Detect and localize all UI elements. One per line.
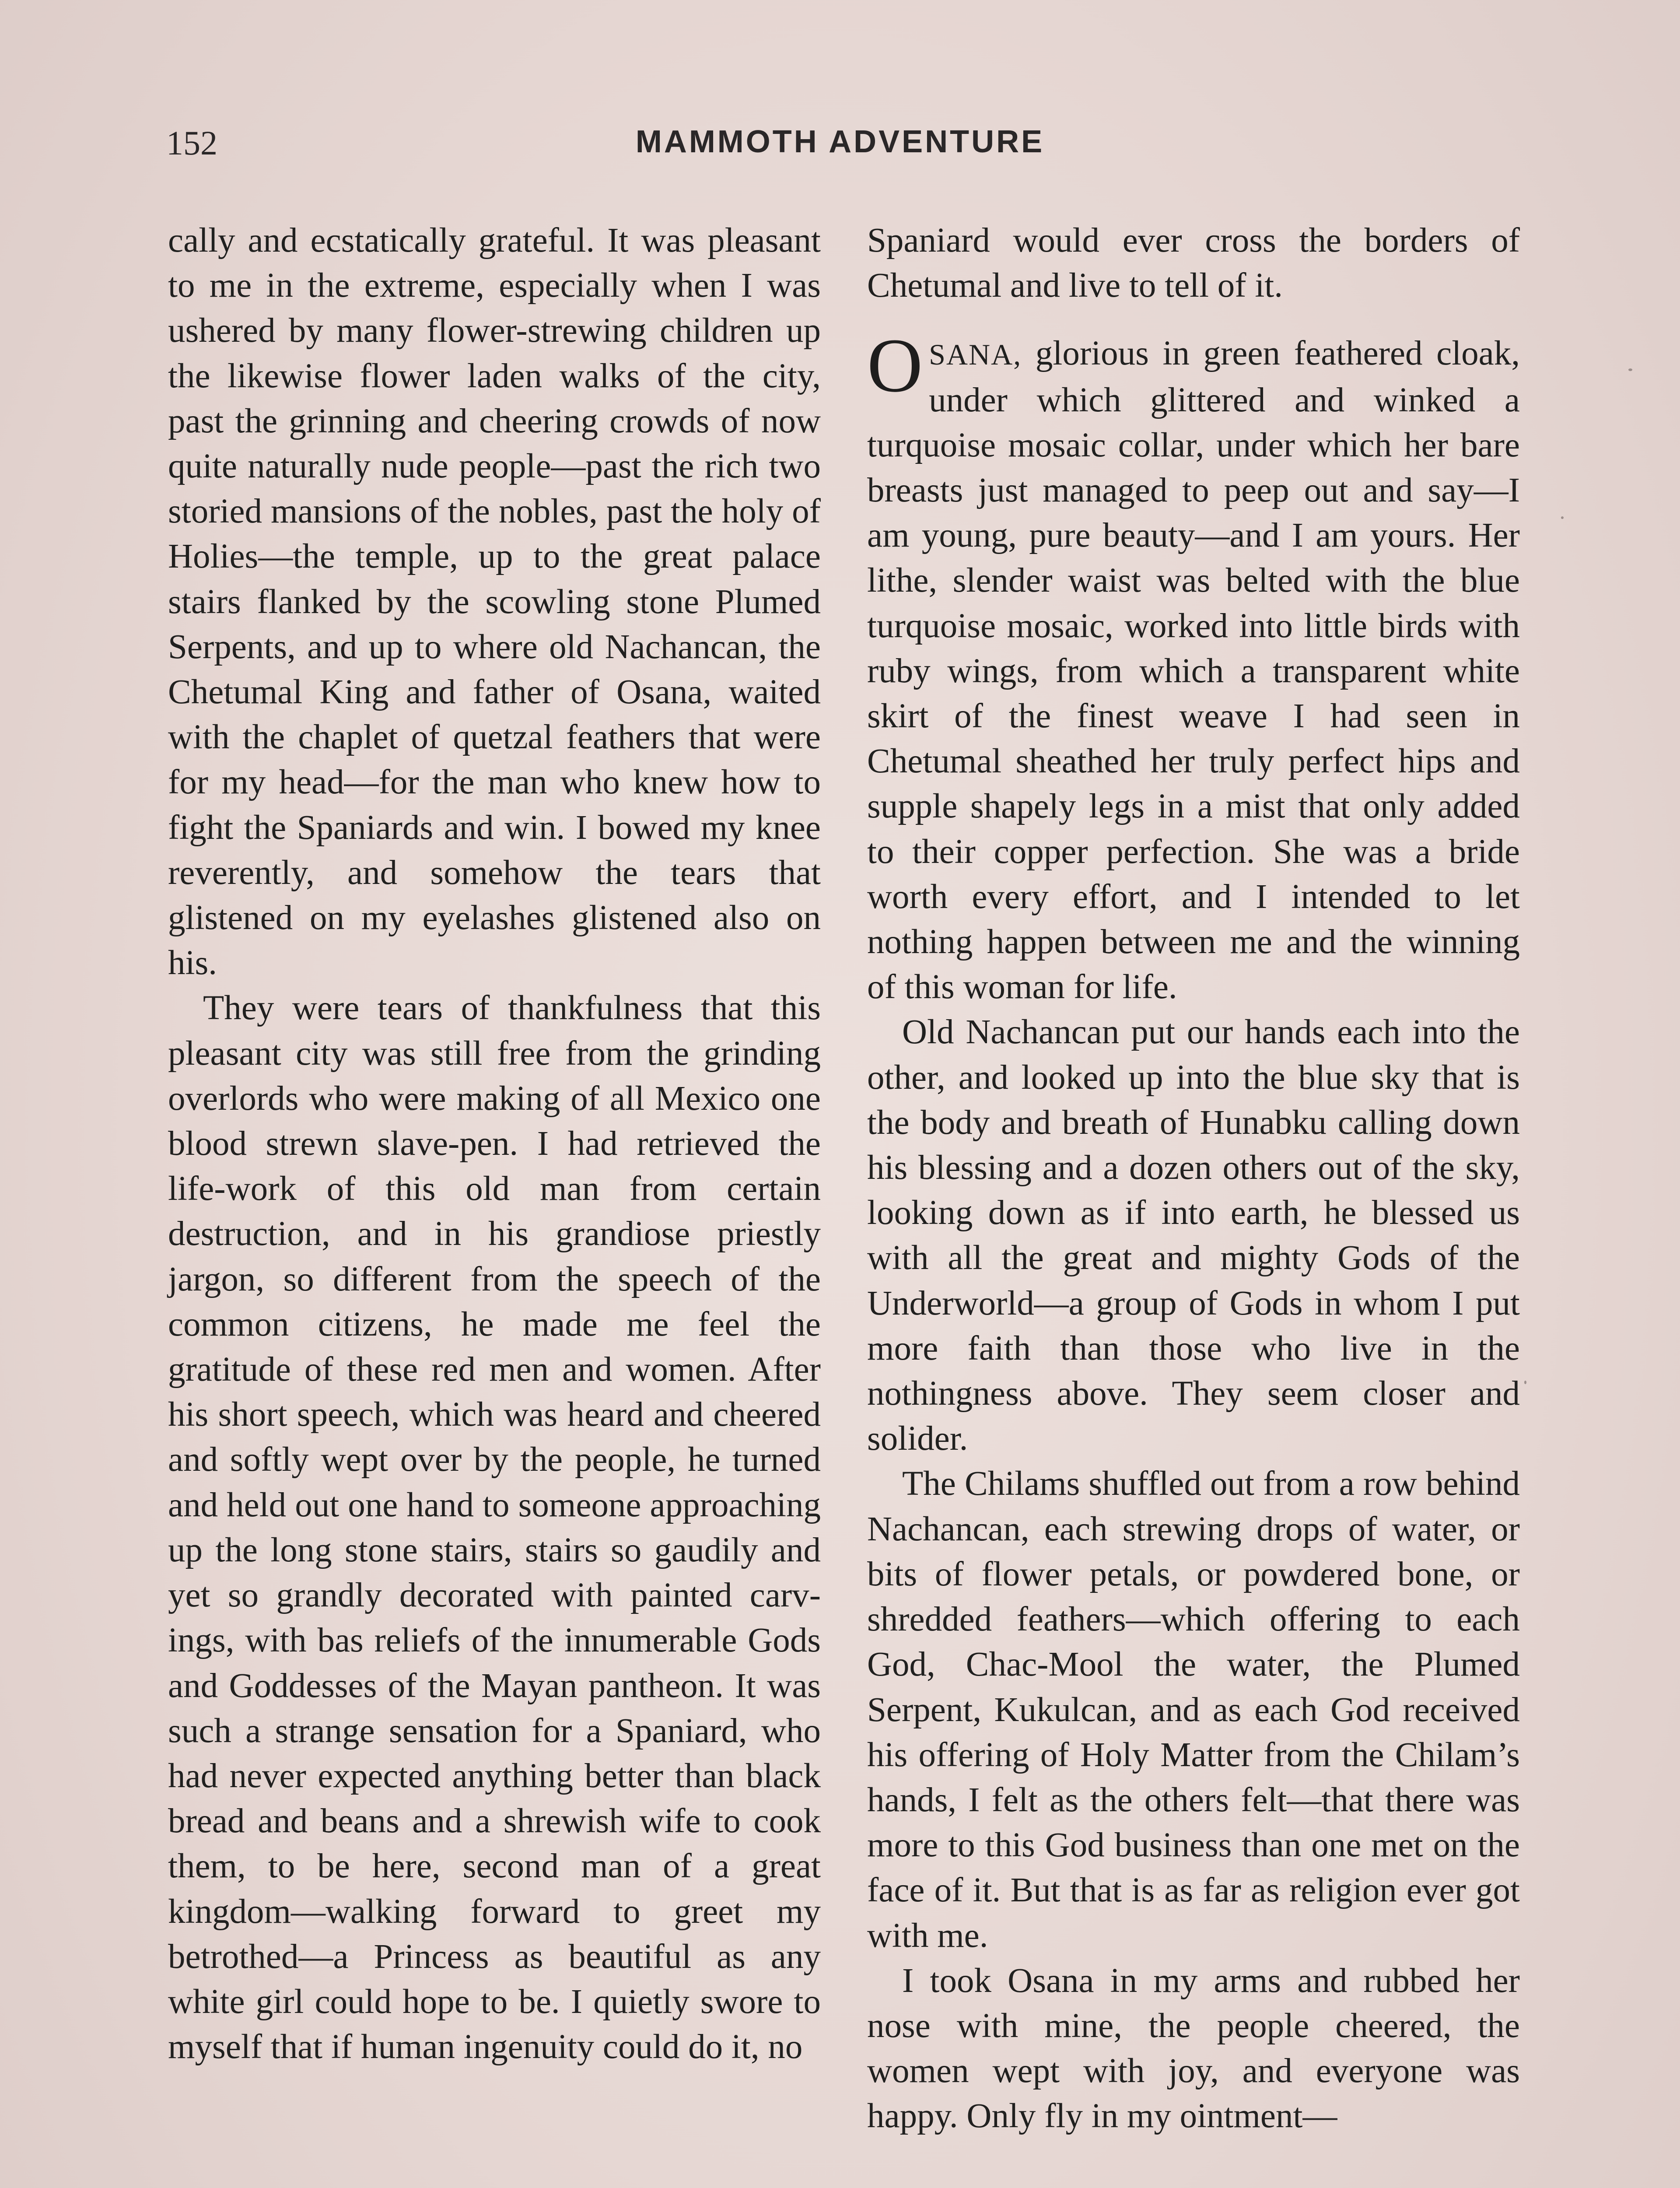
right-text-column <box>867 218 1520 2139</box>
running-title: MAMMOTH ADVENTURE <box>635 124 1045 159</box>
section-opening-paragraph <box>867 323 1520 1010</box>
page-number: 152 <box>166 124 217 162</box>
paragraph-continued: Spaniard would ever cross the borders of Chetumal and live to tell of it. <box>867 221 1520 305</box>
paragraph-continued: cally and ecstatically grateful. It was pleasant to me in the extreme, especially when I was ushered by many flower-strewing children up the likewise flower laden walks of the city, past the grinning and cheering crowds of now quite naturally nude people—past the rich two storied mansions of the nobles, past the holy of Holies—the temple, up to the great palace stairs flanked by the scowling stone Plumed Serpents, and up to where old Nachancan, the Chetumal King and father of Osana, waited with the chaplet of quetzal feathers that were for my head—for the man who knew how to fight the Spaniards and win. I bowed my knee reverently, and somehow the tears that glistened on my eyelashes glistened also on his. <box>168 221 821 982</box>
paper-speck <box>1524 1381 1526 1384</box>
paper-speck <box>1628 368 1632 371</box>
paragraph: They were tears of thankfulness that this pleasant city was still free from the grinding overlords who were making of all Mexico one blood strewn slave-pen. I had retrieved the life-work of this old man from certain destruction, and in his grandiose priestly jargon, so different from the speech of the common citizens, he made me feel the gratitude of these red men and women. After his short speech, which was heard and cheered and softly wept over by the people, he turned and held out one hand to someone approaching up the long stone stairs, stairs so gaudily and yet so grandly decorated with painted carvings, with bas reliefs of the innumerable Gods and Goddesses of the Mayan pantheon. It was such a strange sensation for a Spaniard, who had never expected anything better than black bread and beans and a shrewish wife to cook them, to be here, second man of a great kingdom—walking forward to greet my betrothed—a Princess as beautiful as any white girl could hope to be. I quietly swore to myself that if human ingenuity could do it, no <box>168 989 821 2066</box>
paragraph: I took Osana in my arms and rubbed her nose with mine, the people cheered, the women wept with joy, and everyone was happy. Only fly in my ointment— <box>867 1961 1520 2135</box>
paper-speck <box>1561 516 1564 519</box>
small-caps-lead: SANA, <box>929 338 1022 372</box>
drop-cap: O <box>867 323 923 409</box>
paragraph: The Chilams shuffled out from a row behind Nachancan, each strewing drops of water, or bits of flower petals, or powdered bone, or shredded feathers—which offering to each God, Chac-Mool the water, the Plumed Serpent, Kukulcan, and as each God received his offering of Holy Matter from the Chilam’s hands, I felt as the others felt—that there was more to this God business than one met on the face of it. But that is as far as religion ever got with me. <box>867 1465 1520 1955</box>
paragraph: Old Nachancan put our hands each into the other, and looked up into the blue sky that is the body and breath of Hunabku calling down his blessing and a dozen others out of the sky, looking down as if into earth, he blessed us with all the great and mighty Gods of the Underworld—a group of Gods in whom I put more faith than those who live in the nothingness above. They seem closer and solider. <box>867 1013 1520 1458</box>
paragraph-body: glorious in green feathered cloak, under which glittered and winked a turquoise mosaic collar, under which her bare breasts just managed to peep out and say—I am young, pure beauty—and I am yours. Her lithe, slender waist was belted with the blue turquoise mosaic, worked into little birds with ruby wings, from which a transparent white skirt of the finest weave I had seen in Chetumal sheathed her truly perfect hips and supple shapely legs in a mist that only added to their copper perfection. She was a bride worth every effort, and I intended to let nothing happen between me and the winning of this woman for life. <box>867 334 1520 1006</box>
left-text-column <box>168 218 821 2069</box>
